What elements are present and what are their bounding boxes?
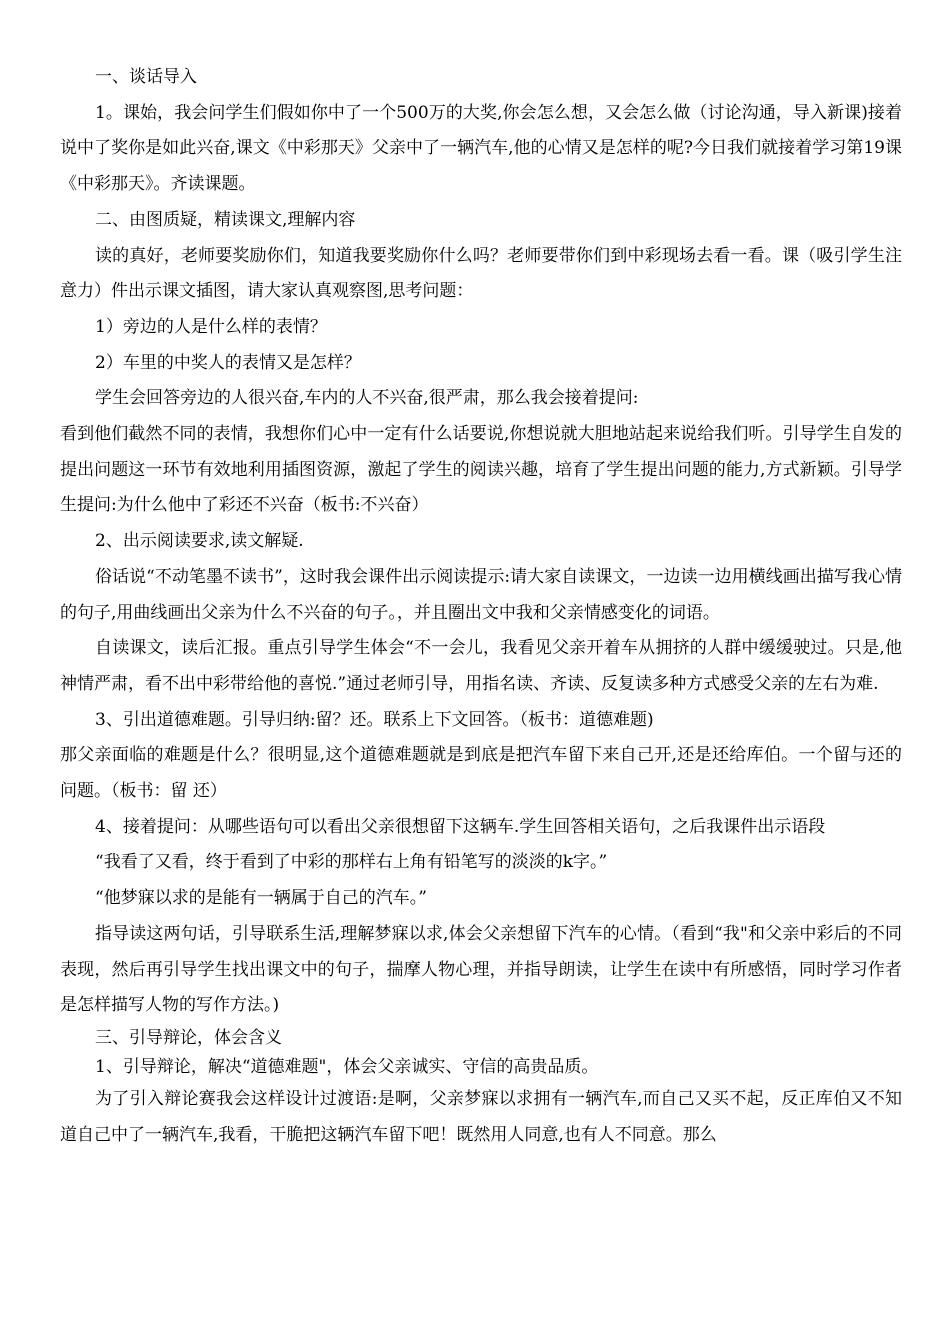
paragraph: 俗话说“不动笔墨不读书”，这时我会课件出示阅读提示:请大家自读课文，一边读一边用横线画出描写我心情的句子,用曲线画出父亲为什么不兴奋的句子。，并且圈出文中我和父亲情感变化的词语。 xyxy=(60,566,902,623)
paragraph: 看到他们截然不同的表情，我想你们心中一定有什么话要说,你想说就大胆地站起来说给我们听。引导学生自发的提出问题这一环节有效地利用插图资源，激起了学生的阅读兴趣，培育了学生提出问题的能力,方式新颖。引导学生提问:为什么他中了彩还不兴奋（板书:不兴奋） xyxy=(60,424,902,516)
paragraph: 自读课文，读后汇报。重点引导学生体会“不一会儿，我看见父亲开着车从拥挤的人群中缓缓驶过。只是,他神情严肃，看不出中彩带给他的喜悦.”通过老师引导，用指名读、齐读、反复读多种方式感受父亲的左右为难. xyxy=(60,638,902,694)
section-heading-1: 一、谈话导入 xyxy=(95,67,197,87)
paragraph: 读的真好，老师要奖励你们，知道我要奖励你什么吗？老师要带你们到中彩现场去看一看。课（吸引学生注意力）件出示课文插图，请大家认真观察图,思考问题： xyxy=(60,245,902,302)
section-heading-3: 三、引导辩论，体会含义 xyxy=(95,1027,282,1048)
question-item: 2）车里的中奖人的表情又是怎样？ xyxy=(95,352,361,373)
subsection-heading: 3、引出道德难题。引导归纳:留？还。联系上下文回答。（板书：道德难题) xyxy=(95,709,654,730)
quote-line: “我看了又看，终于看到了中彩的那样右上角有铅笔写的淡淡的k字。” xyxy=(95,852,608,873)
paragraph: 那父亲面临的难题是什么？很明显,这个道德难题就是到底是把汽车留下来自己开,还是还给库伯。一个留与还的问题。（板书：留 还） xyxy=(60,745,902,802)
paragraph: 学生会回答旁边的人很兴奋,车内的人不兴奋,很严肃，那么我会接着提问: xyxy=(95,388,639,409)
subsection-heading: 1、引导辩论，解决“道德难题"，体会父亲诚实、守信的高贵品质。 xyxy=(95,1056,599,1077)
question-item: 1）旁边的人是什么样的表情？ xyxy=(95,316,327,337)
subsection-heading: 4、接着提问：从哪些语句可以看出父亲很想留下这辆车.学生回答相关语句，之后我课件出示语段 xyxy=(95,816,826,837)
paragraph: 指导读这两句话，引导联系生活,理解梦寐以求,体会父亲想留下汽车的心情。（看到“我"和父亲中彩后的不同表现，然后再引导学生找出课文中的句子，揣摩人物心理，并指导朗读，让学生在读中有所感悟，同时学习作者是怎样描写人物的写作方法。) xyxy=(60,923,902,1016)
section-heading-2: 二、由图质疑，精读课文,理解内容 xyxy=(95,209,356,230)
subsection-heading: 2、出示阅读要求,读文解疑. xyxy=(95,531,304,552)
paragraph: 为了引入辩论赛我会这样设计过渡语:是啊，父亲梦寐以求拥有一辆汽车,而自己又买不起，反正库伯又不知道自己中了一辆汽车,我看，干脆把这辆汽车留下吧！既然用人同意,也有人不同意。那么 xyxy=(60,1088,902,1145)
document-body xyxy=(60,60,902,1153)
paragraph: 1。课始，我会问学生们假如你中了一个500万的大奖,你会怎么想，又会怎么做（讨论沟通，导入新课)接着说中了奖你是如此兴奋,课文《中彩那天》父亲中了一辆汽车,他的心情又是怎样的呢?今日我们就接着学习第19课《中彩那天》。齐读课题。 xyxy=(60,102,902,195)
quote-line: “他梦寐以求的是能有一辆属于自己的汽车。” xyxy=(95,888,427,909)
